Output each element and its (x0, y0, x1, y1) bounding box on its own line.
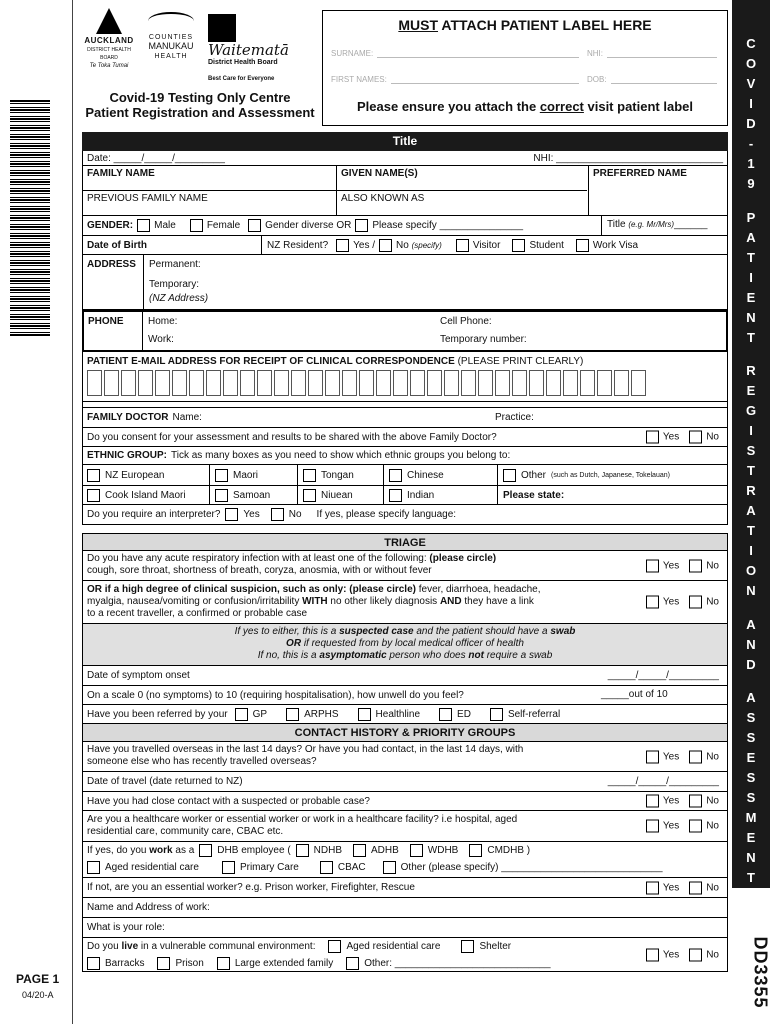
work-as-row (82, 842, 728, 878)
cell-phone-field[interactable]: Cell Phone: (440, 316, 492, 327)
ethnic-maori-label: Maori (233, 469, 259, 481)
essential-yes-label: Yes (662, 882, 680, 893)
permanent-address-field[interactable]: Permanent: (149, 259, 201, 270)
referral-healthline-label: Healthline (375, 708, 421, 720)
contact-history-title: CONTACT HISTORY & PRIORITY GROUPS (82, 724, 728, 742)
prison-label: Prison (175, 958, 204, 969)
scale-field[interactable]: _____out of 10 (601, 689, 668, 700)
ethnic-cook-island-checkbox[interactable] (87, 489, 100, 502)
gender-specify-field[interactable]: Please specify _______________ (372, 220, 524, 231)
male-label: Male (154, 220, 176, 231)
family-doctor-label: FAMILY DOCTOR (87, 412, 169, 423)
email-label: PATIENT E-MAIL ADDRESS FOR RECEIPT OF CLINICAL CORRESPONDENCE (87, 356, 455, 367)
referral-ed-checkbox[interactable] (439, 708, 452, 721)
travel-no-checkbox[interactable] (689, 750, 702, 763)
ethnic-nz-european-checkbox[interactable] (87, 469, 100, 482)
vertical-title-char: S (746, 710, 756, 725)
vertical-title-char: G (745, 403, 757, 418)
onset-date-field[interactable]: _____/_____/_________ (607, 670, 719, 681)
triage-q2-no-label: No (706, 596, 719, 608)
onset-label: Date of symptom onset (87, 670, 190, 681)
vertical-title-char: N (746, 850, 756, 865)
referral-ed-label: ED (457, 708, 471, 720)
essential-no-checkbox[interactable] (689, 881, 702, 894)
email-char-box[interactable] (257, 370, 272, 396)
phone-label: PHONE (88, 316, 124, 327)
barcode (10, 100, 50, 336)
interpreter-no-label: No (288, 509, 302, 520)
essential-worker-row (82, 878, 728, 898)
adhb-checkbox[interactable] (353, 844, 366, 857)
email-row (82, 352, 728, 402)
email-char-box[interactable] (104, 370, 119, 396)
communal-row (82, 938, 728, 972)
ethnic-other-hint: (such as Dutch, Japanese, Tokelauan) (551, 471, 670, 479)
gender-row (82, 216, 728, 236)
ndhb-label: NDHB (313, 845, 342, 856)
vertical-title-char: 9 (747, 176, 755, 191)
label-dob: DOB: (587, 75, 717, 84)
other-communal-checkbox[interactable] (346, 957, 359, 970)
referral-self-checkbox[interactable] (490, 708, 503, 721)
email-char-box[interactable] (172, 370, 187, 396)
email-char-box[interactable] (410, 370, 425, 396)
large-family-checkbox[interactable] (217, 957, 230, 970)
ethnic-samoan-label: Samoan (233, 489, 271, 501)
ethnic-maori-checkbox[interactable] (215, 469, 228, 482)
consent-yes-checkbox[interactable] (646, 431, 659, 444)
family-name-field[interactable]: FAMILY NAME (87, 168, 155, 179)
address-label: ADDRESS (87, 259, 136, 270)
waitemata-logo-icon (208, 14, 236, 42)
close-contact-row (82, 792, 728, 811)
ethnic-tongan-checkbox[interactable] (303, 469, 316, 482)
travel-date-row (82, 772, 728, 792)
shelter-checkbox[interactable] (461, 940, 474, 953)
preferred-name-field[interactable]: PREFERRED NAME (593, 168, 687, 179)
ethnic-indian-checkbox[interactable] (389, 489, 402, 502)
vertical-title-char: R (746, 363, 756, 378)
email-char-box[interactable] (342, 370, 357, 396)
scale-question: On a scale 0 (no symptoms) to 10 (requiring hospitalisation), how unwell do you feel? (87, 689, 464, 701)
phone-row (82, 310, 728, 352)
vertical-title-char: M (745, 810, 757, 825)
ethnic-niuean-checkbox[interactable] (303, 489, 316, 502)
referral-arphs-label: ARPHS (304, 708, 339, 720)
triage-q2-yes-label: Yes (662, 596, 680, 608)
ethnic-tongan-label: Tongan (321, 469, 354, 481)
hcw-yes-label: Yes (662, 820, 680, 832)
nz-resident-no-label: No (specify) (396, 239, 442, 251)
vertical-title-char: N (746, 309, 756, 325)
email-char-box[interactable] (325, 370, 340, 396)
referral-self-label: Self-referral (507, 708, 561, 720)
please-specify-checkbox[interactable] (355, 219, 368, 232)
consent-question: Do you consent for your assessment and results to be shared with the above Family Doctor? (87, 431, 497, 443)
interpreter-no-checkbox[interactable] (271, 508, 284, 521)
cbac-checkbox[interactable] (320, 861, 333, 874)
referral-gp-checkbox[interactable] (235, 708, 248, 721)
gender-diverse-checkbox[interactable] (248, 219, 261, 232)
nz-resident-no-checkbox[interactable] (379, 239, 392, 252)
cmdhb-label: CMDHB ) (487, 845, 531, 856)
ethnic-samoan-checkbox[interactable] (215, 489, 228, 502)
email-char-box[interactable] (155, 370, 170, 396)
ethnic-chinese-label: Chinese (407, 469, 444, 481)
previous-family-name-field[interactable]: PREVIOUS FAMILY NAME (87, 193, 208, 204)
email-char-box[interactable] (121, 370, 136, 396)
email-char-box[interactable] (240, 370, 255, 396)
auckland-logo-icon (96, 8, 122, 34)
interpreter-language-field[interactable]: If yes, please specify language: (316, 509, 457, 520)
nz-resident-yes-checkbox[interactable] (336, 239, 349, 252)
vertical-title-char: R (746, 483, 756, 498)
interpreter-yes-label: Yes (243, 509, 260, 520)
home-phone-field[interactable]: Home: (148, 316, 178, 327)
vertical-title-char: P (746, 209, 756, 225)
referral-healthline-checkbox[interactable] (358, 708, 371, 721)
essential-yes-checkbox[interactable] (646, 881, 659, 894)
names-block (82, 166, 728, 216)
dob-field[interactable]: Date of Birth (87, 239, 147, 251)
student-label: Student (529, 239, 564, 251)
aged-residential-checkbox[interactable] (328, 940, 341, 953)
vertical-title-char: V (746, 76, 756, 91)
primary-care-checkbox[interactable] (222, 861, 235, 874)
ethnic-grid (82, 465, 728, 505)
referral-gp-label: GP (252, 708, 268, 720)
email-char-box[interactable] (274, 370, 289, 396)
form-title: Title (82, 132, 728, 151)
ethnic-header-row (82, 447, 728, 465)
ethnic-cook-island-label: Cook Island Maori (105, 489, 186, 501)
travel-yes-checkbox[interactable] (646, 750, 659, 763)
triage-q1-no-label: No (706, 560, 719, 571)
hcw-yes-checkbox[interactable] (646, 820, 659, 833)
work-visa-checkbox[interactable] (576, 239, 589, 252)
label-box-title: MUST ATTACH PATIENT LABEL HERE (398, 17, 652, 33)
waitemata-dhb-logo: Waitematā District Health Board Best Care for Everyone (208, 14, 320, 84)
ethnic-niuean-label: Niuean (321, 489, 353, 501)
travel-date-label: Date of travel (date returned to NZ) (87, 776, 243, 787)
vertical-title-char: T (747, 523, 755, 538)
label-note: Please ensure you attach the correct visit patient label (357, 99, 693, 114)
vertical-title-bar (732, 0, 770, 888)
vertical-title-char: E (746, 830, 756, 845)
email-char-box[interactable] (427, 370, 442, 396)
temporary-number-field[interactable]: Temporary number: (440, 334, 527, 345)
vertical-title-char: C (746, 36, 756, 51)
female-label: Female (206, 220, 241, 231)
doctor-name-field[interactable]: Name: (172, 412, 202, 423)
dhb-employee-checkbox[interactable] (199, 844, 212, 857)
vertical-title-char: A (746, 229, 756, 245)
email-char-box[interactable] (461, 370, 476, 396)
consent-no-label: No (706, 431, 719, 443)
vertical-title-char: S (746, 790, 756, 805)
work-phone-field[interactable]: Work: (148, 334, 174, 345)
role-row (82, 918, 728, 938)
swoosh-icon (148, 12, 194, 30)
email-char-box[interactable] (189, 370, 204, 396)
email-char-box[interactable] (206, 370, 221, 396)
wdhb-label: WDHB (427, 845, 459, 856)
vertical-title-char: I (749, 543, 753, 558)
email-char-box[interactable] (444, 370, 459, 396)
vertical-title-char: T (747, 329, 755, 345)
primary-care-label: Primary Care (239, 862, 299, 873)
referral-question: Have you been referred by your (87, 708, 228, 720)
close-contact-yes-label: Yes (662, 795, 680, 807)
nhi-field[interactable]: NHI: ______________________________ (533, 152, 723, 164)
email-char-box[interactable] (359, 370, 374, 396)
triage-q2-no-checkbox[interactable] (689, 596, 702, 609)
communal-no-checkbox[interactable] (689, 948, 702, 961)
ethnic-label: ETHNIC GROUP: (87, 450, 167, 461)
triage-q1-yes-checkbox[interactable] (646, 559, 659, 572)
practice-field[interactable]: Practice: (495, 412, 534, 423)
patient-label-box[interactable] (322, 10, 728, 126)
triage-title: TRIAGE (82, 533, 728, 551)
communal-yes-label: Yes (662, 949, 680, 960)
essential-no-label: No (706, 882, 719, 893)
form-code: DD3355 (750, 936, 770, 1009)
vertical-title-char: O (745, 56, 757, 71)
dhb-employee-label: DHB employee ( (217, 845, 291, 856)
triage-q1-no-checkbox[interactable] (689, 559, 702, 572)
email-char-box[interactable] (478, 370, 493, 396)
nz-resident-label: NZ Resident? (267, 239, 329, 251)
communal-question: Do you live in a vulnerable communal environment: (87, 941, 316, 952)
vertical-title-char: - (748, 136, 754, 151)
male-checkbox[interactable] (137, 219, 150, 232)
communal-no-label: No (706, 949, 719, 960)
family-doctor-row (82, 408, 728, 428)
vertical-title-char: S (746, 770, 756, 785)
email-char-box[interactable] (614, 370, 629, 396)
triage-q2-row: OR if a high degree of clinical suspicion, such as only: (please circle) fever, diarrhoea, headache, myalgia, nausea/vomiting or confusion/irritability WITH no other likely diagnosis AND they have a link to a recent traveller, a confirmed or probable case Yes No (82, 581, 728, 624)
referral-row (82, 705, 728, 724)
female-checkbox[interactable] (190, 219, 203, 232)
page-number: PAGE 1 (16, 972, 60, 986)
email-char-box[interactable] (223, 370, 238, 396)
close-contact-question: Have you had close contact with a suspected or probable case? (87, 795, 370, 807)
work-address-row (82, 898, 728, 918)
vertical-title-char: T (747, 249, 755, 265)
ethnic-chinese-checkbox[interactable] (389, 469, 402, 482)
ethnic-other-label: Other (521, 469, 547, 481)
onset-row (82, 666, 728, 686)
email-char-box[interactable] (308, 370, 323, 396)
other-work-field[interactable]: Other (please specify) _____________________________ (400, 862, 663, 873)
email-char-box[interactable] (580, 370, 595, 396)
vertical-title-char: O (745, 563, 757, 578)
triage-note: If yes to either, this is a suspected case and the patient should have a swab OR if requested from by local medical officer of health If no, this is a asymptomatic person who does not require a swab (82, 624, 728, 666)
interpreter-yes-checkbox[interactable] (225, 508, 238, 521)
wdhb-checkbox[interactable] (410, 844, 423, 857)
email-char-box[interactable] (512, 370, 527, 396)
vertical-title-char: T (747, 463, 755, 478)
consent-yes-label: Yes (662, 431, 680, 443)
barracks-label: Barracks (105, 958, 145, 969)
aged-care-work-label: Aged residential care (105, 862, 199, 873)
email-char-box[interactable] (529, 370, 544, 396)
email-char-box[interactable] (376, 370, 391, 396)
prison-checkbox[interactable] (157, 957, 170, 970)
student-checkbox[interactable] (512, 239, 525, 252)
travel-date-field[interactable]: _____/_____/_________ (607, 776, 719, 787)
email-char-box[interactable] (138, 370, 153, 396)
close-contact-yes-checkbox[interactable] (646, 795, 659, 808)
vertical-title-char: E (746, 383, 756, 398)
work-address-field[interactable]: Name and Address of work: (87, 902, 210, 913)
label-surname: SURNAME: (331, 49, 579, 58)
form-version: 04/20-A (22, 990, 54, 1000)
label-first-names: FIRST NAMES: (331, 75, 579, 84)
consent-no-checkbox[interactable] (689, 431, 702, 444)
vertical-title-char: S (746, 730, 756, 745)
ethnic-instructions: Tick as many boxes as you need to show which ethnic groups you belong to: (171, 450, 511, 461)
barracks-checkbox[interactable] (87, 957, 100, 970)
work-visa-label: Work Visa (592, 239, 639, 251)
triage-q1-yes-label: Yes (662, 560, 680, 571)
dob-row (82, 236, 728, 255)
visitor-checkbox[interactable] (456, 239, 469, 252)
interpreter-question: Do you require an interpreter? (87, 509, 221, 520)
visitor-label: Visitor (472, 239, 501, 251)
vertical-title-char: S (746, 443, 756, 458)
cmdhb-checkbox[interactable] (469, 844, 482, 857)
triage-q2-yes-checkbox[interactable] (646, 596, 659, 609)
date-nhi-row (82, 151, 728, 166)
triage-q1-row: Do you have any acute respiratory infection with at least one of the following: (please circle) cough, sore throat, shortness of breath, coryza, anosmia, with or without fever Yes No (82, 551, 728, 581)
ethnic-other-checkbox[interactable] (503, 469, 516, 482)
email-char-box[interactable] (597, 370, 612, 396)
title-field[interactable]: Title (e.g. Mr/Mrs)______ (607, 219, 708, 230)
hcw-no-label: No (706, 820, 719, 832)
email-char-box[interactable] (291, 370, 306, 396)
ndhb-checkbox[interactable] (296, 844, 309, 857)
also-known-as-field[interactable]: ALSO KNOWN AS (341, 193, 425, 204)
vertical-title-char: A (746, 690, 756, 705)
travel-yes-label: Yes (662, 751, 680, 762)
logos (80, 8, 320, 80)
vertical-title-char: I (749, 96, 753, 111)
address-row (82, 255, 728, 310)
travel-no-label: No (706, 751, 719, 762)
hcw-no-checkbox[interactable] (689, 820, 702, 833)
temporary-address-field[interactable]: Temporary: (149, 279, 200, 290)
vertical-title-char: 1 (747, 156, 755, 171)
cbac-label: CBAC (337, 862, 366, 873)
ethnic-please-state-field[interactable]: Please state: (503, 489, 565, 501)
other-work-checkbox[interactable] (383, 861, 396, 874)
email-char-box[interactable] (87, 370, 102, 396)
vertical-title-char: D (746, 656, 756, 672)
margin-rule (72, 0, 73, 1024)
vertical-title-char: N (746, 636, 756, 652)
nz-resident-yes-label: Yes / (353, 239, 376, 251)
aged-residential-label: Aged residential care (346, 941, 441, 952)
nz-address-hint: (NZ Address) (149, 293, 209, 304)
gender-label: GENDER: (87, 220, 134, 231)
email-char-box[interactable] (546, 370, 561, 396)
label-nhi: NHI: (587, 49, 717, 58)
healthcare-worker-row: Are you a healthcare worker or essential worker or work in a healthcare facility? i.e hospital, aged residential care, community care, CBAC etc. Yes No (82, 811, 728, 842)
work-as-label: If yes, do you work as a (87, 845, 195, 856)
interpreter-row (82, 505, 728, 525)
given-names-field[interactable]: GIVEN NAME(S) (341, 168, 418, 179)
shelter-label: Shelter (479, 941, 512, 952)
ethnic-indian-label: Indian (407, 489, 435, 501)
close-contact-no-checkbox[interactable] (689, 795, 702, 808)
email-input-boxes[interactable] (83, 370, 727, 396)
travel-row: Have you travelled overseas in the last 14 days? Or have you had contact, in the last 14 days, with someone else who has recently travelled overseas? Yes No (82, 742, 728, 772)
vertical-title-char: E (746, 289, 756, 305)
email-char-box[interactable] (563, 370, 578, 396)
adhb-label: ADHB (371, 845, 399, 856)
communal-yes-checkbox[interactable] (646, 948, 659, 961)
ethnic-nz-european-label: NZ European (105, 469, 165, 481)
email-char-box[interactable] (393, 370, 408, 396)
registration-form (82, 132, 728, 972)
scale-row (82, 686, 728, 705)
vertical-title-char: I (749, 423, 753, 438)
vertical-title-char: N (746, 583, 756, 598)
vertical-title-char: E (746, 750, 756, 765)
consent-row (82, 428, 728, 447)
essential-worker-question: If not, are you an essential worker? e.g. Prison worker, Firefighter, Rescue (87, 882, 415, 893)
other-communal-field[interactable]: Other: ____________________________ (364, 958, 551, 969)
email-char-box[interactable] (495, 370, 510, 396)
role-field[interactable]: What is your role: (87, 922, 165, 933)
vertical-title-char: A (746, 503, 756, 518)
aged-care-work-checkbox[interactable] (87, 861, 100, 874)
vertical-title-char: I (749, 269, 753, 285)
referral-arphs-checkbox[interactable] (286, 708, 299, 721)
gender-diverse-label: Gender diverse OR (265, 220, 352, 231)
centre-title: Covid-19 Testing Only Centre Patient Registration and Assessment (85, 90, 315, 120)
auckland-dhb-logo: AUCKLAND DISTRICT HEALTH BOARD Te Toka Tumai (80, 8, 138, 70)
close-contact-no-label: No (706, 795, 719, 807)
counties-manukau-logo: COUNTIES MANUKAU HEALTH (142, 8, 200, 61)
vertical-title-char: T (747, 870, 755, 885)
large-family-label: Large extended family (234, 958, 334, 969)
date-field[interactable]: Date: _____/_____/_________ (87, 152, 225, 164)
email-hint: (PLEASE PRINT CLEARLY) (457, 356, 584, 367)
vertical-title-char: D (746, 116, 756, 131)
vertical-title-char: A (746, 616, 756, 632)
email-char-box[interactable] (631, 370, 646, 396)
